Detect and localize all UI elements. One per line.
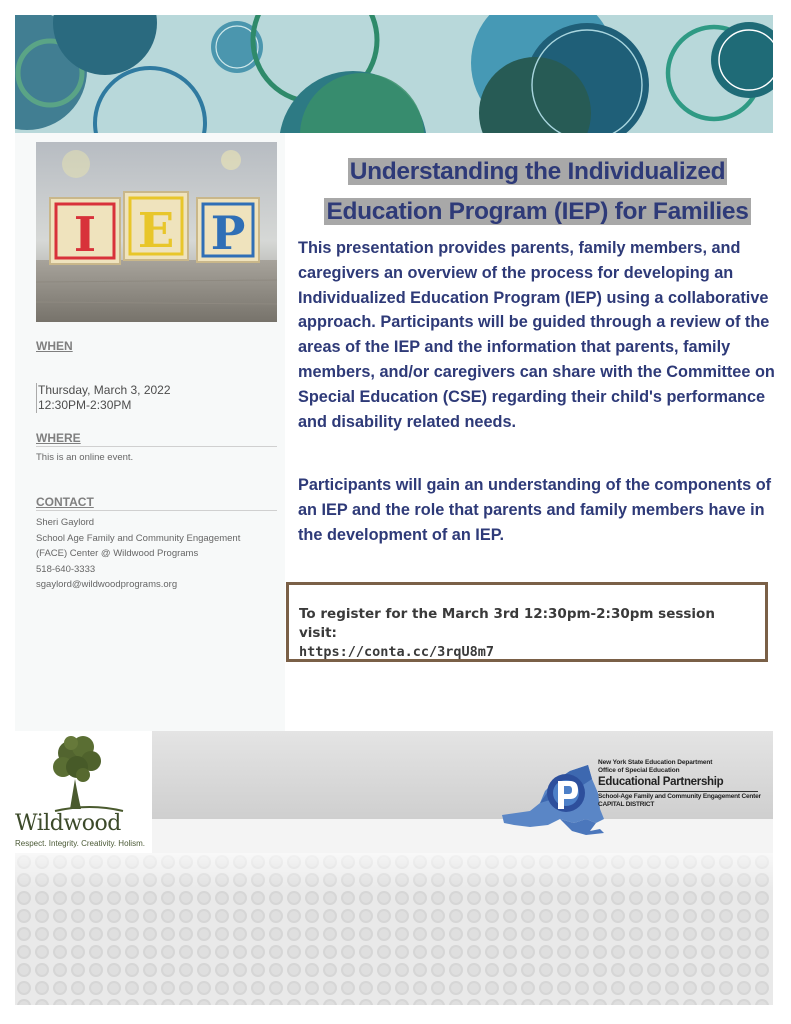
- block-letter-p: P: [210, 206, 246, 260]
- where-heading: WHERE: [36, 431, 81, 445]
- logo-band: [15, 731, 773, 853]
- registration-link[interactable]: https://conta.cc/3rqU8m7: [299, 644, 495, 660]
- when-heading: WHEN: [36, 339, 73, 353]
- title-line2: Education Program (IEP) for Families: [326, 198, 749, 225]
- contact-details: [36, 515, 277, 593]
- event-time: 12:30PM-2:30PM: [38, 398, 132, 412]
- tree-icon: [15, 731, 152, 813]
- page-title: [300, 152, 775, 232]
- event-date: Thursday, March 3, 2022: [38, 383, 171, 397]
- nysed-logo-line1: New York State Education Department: [598, 759, 713, 766]
- wildwood-tagline: Respect. Integrity. Creativity. Holism.: [15, 839, 145, 848]
- wildwood-logo: [15, 731, 152, 853]
- contact-org-line2: (FACE) Center @ Wildwood Programs: [36, 548, 199, 559]
- event-location: This is an online event.: [36, 452, 134, 463]
- dot-pattern-graphic: [15, 853, 773, 1005]
- contact-email[interactable]: sgaylord@wildwoodprograms.org: [36, 579, 178, 590]
- decorative-dot-pattern: [15, 853, 773, 1005]
- contact-org-line1: School Age Family and Community Engagement: [36, 532, 241, 544]
- iep-blocks-illustration: [36, 142, 277, 322]
- when-details: [36, 383, 277, 413]
- registration-box: [286, 582, 768, 662]
- contact-phone: 518-640-3333: [36, 563, 96, 575]
- decorative-circles: [15, 15, 773, 133]
- logo-strip-lower: [152, 819, 773, 853]
- description-paragraph: This presentation provides parents, family members, and caregivers an overview of the process for developing an Individualized Education Program (IEP) using a collaborative approach. Participants will be guided through a review of the areas of the IEP and the information that parents, family members, and/or caregivers can share with the Committee on Special Education (CSE) regarding their child's performance and disability related needs.: [298, 239, 775, 431]
- contact-divider: [36, 510, 277, 511]
- outcome-paragraph: Participants will gain an understanding of the components of an IEP and the role that parents and family members have in the development of an IEP.: [298, 476, 772, 544]
- header-banner: [15, 15, 773, 133]
- nysed-logo-line4: School-Age Family and Community Engagement Center: [598, 793, 761, 800]
- block-letter-e: E: [137, 203, 175, 259]
- sidebar: [15, 133, 285, 731]
- where-divider: [36, 446, 277, 447]
- contact-heading: CONTACT: [36, 495, 94, 509]
- title-line1: Understanding the Individualized: [349, 158, 726, 185]
- contact-name: Sheri Gaylord: [36, 517, 95, 528]
- block-letter-i: I: [73, 207, 97, 263]
- wildwood-logo-name: Wildwood: [15, 811, 121, 836]
- nysed-logo-line5: CAPITAL DISTRICT: [598, 801, 655, 808]
- nysed-logo-line2: Office of Special Education: [598, 767, 680, 774]
- iep-blocks-photo: [36, 142, 277, 322]
- registration-text: To register for the March 3rd 12:30pm-2:30pm session visit:: [299, 606, 715, 641]
- nysed-logo-text: [598, 759, 778, 809]
- nysed-logo-line3: Educational Partnership: [598, 776, 724, 788]
- new-york-state-map-icon: [500, 757, 610, 837]
- nysed-logo-divider: [598, 791, 758, 792]
